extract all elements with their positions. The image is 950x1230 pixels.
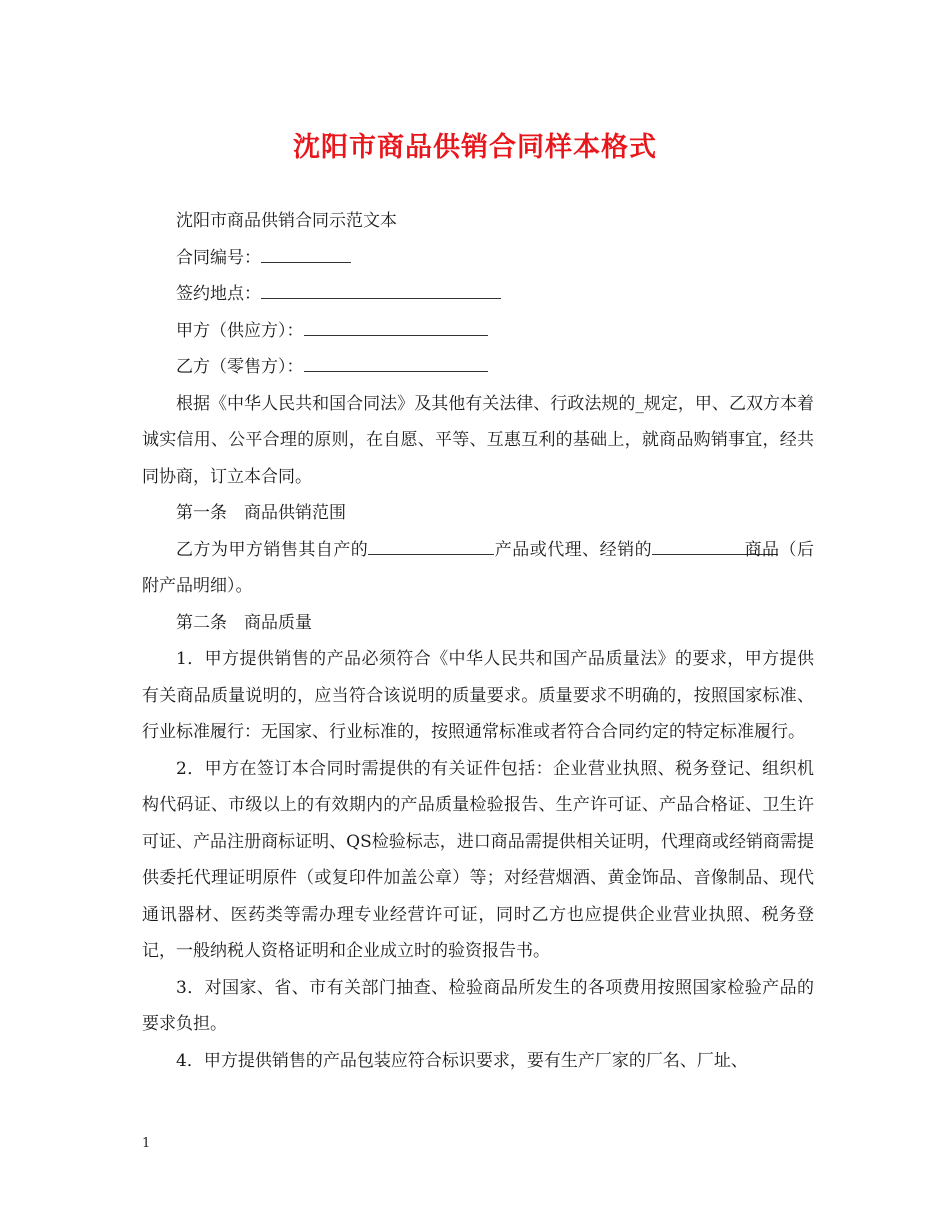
document-title: 沈阳市商品供销合同样本格式 [293,132,657,163]
article-2-heading: 第二条 商品质量 [176,612,312,633]
contract-no-label: 合同编号： [176,247,261,268]
contract-no-line [142,240,814,277]
clause-3-paragraph: 3．对国家、省、市有关部门抽查、检验商品所发生的各项费用按照国家检验产品的要求负担。 [142,977,814,1034]
subtitle: 沈阳市商品供销合同示范文本 [176,211,397,231]
party-b-line [142,349,814,386]
preamble-paragraph: 根据《中华人民共和国合同法》及其他有关法律、行政法规的_规定，甲、乙双方本着诚实信用、公平合理的原则，在自愿、平等、互惠互利的基础上，就商品购销事宜，经共同协商，订立本合同。 [142,393,814,487]
party-a-blank [304,319,488,336]
article-1-text-b: 产品或代理、经销的 [494,539,653,560]
document-body [142,203,814,1079]
clause-2-paragraph: 2．甲方在签订本合同时需提供的有关证件包括：企业营业执照、税务登记、组织机构代码证、市级以上的有效期内的产品质量检验报告、生产许可证、产品合格证、卫生许可证、产品注册商标证明、QS检验标志，进口商品需提供相关证明，代理商或经销商需提供委托代理证明原件（或复印件加盖公章）等；对经营烟酒、黄金饰品、音像制品、现代通讯器材、医药类等需办理专业经营许可证，同时乙方也应提供企业营业执照、税务登记，一般纳税人资格证明和企业成立时的验资报告书。 [142,758,814,961]
clause-1-paragraph: 1．甲方提供销售的产品必须符合《中华人民共和国产品质量法》的要求，甲方提供有关商品质量说明的，应当符合该说明的质量要求。质量要求不明确的，按照国家标准、行业标准履行：无国家、行业标准的，按照通常标准或者符合合同约定的特定标准履行。 [142,649,814,742]
article-1-text-c: 商品（后附产品明细）。 [142,539,815,596]
party-b-label: 乙方（零售方）： [176,357,304,377]
party-a-line [142,313,814,350]
article-1-heading: 第一条 商品供销范围 [176,503,346,523]
sign-place-line [142,276,814,313]
page-number: 1 [142,1136,151,1151]
clause-4-paragraph: 4．甲方提供销售的产品包装应符合标识要求，要有生产厂家的厂名、厂址、 [176,1050,748,1071]
article-1-paragraph [142,532,814,605]
party-a-label: 甲方（供应方）： [176,320,304,341]
contract-no-blank [261,246,351,263]
article-1-text-a: 乙方为甲方销售其自产的 [176,539,369,560]
party-b-blank [304,355,488,372]
sign-place-label: 签约地点： [176,284,261,304]
product-blank [368,538,494,555]
sign-place-blank [261,282,501,299]
